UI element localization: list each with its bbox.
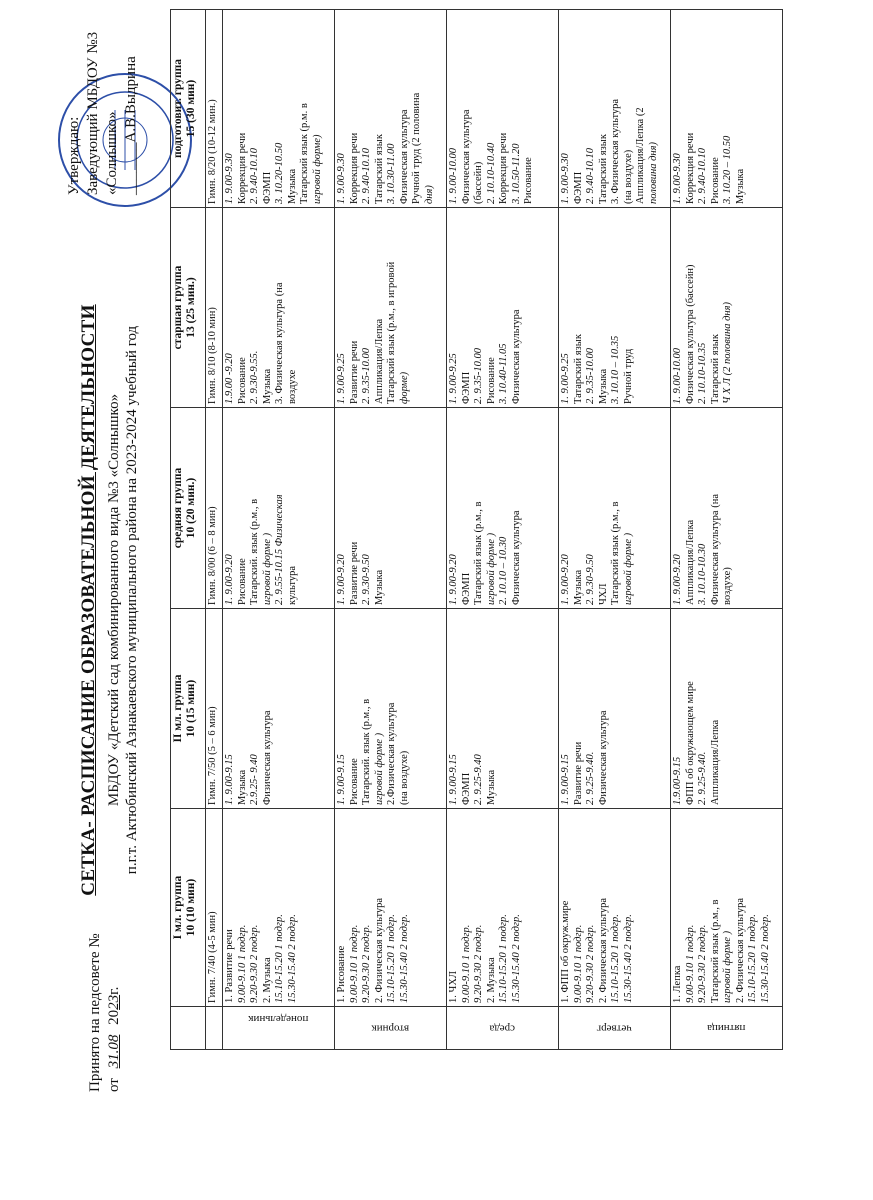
lesson-cell xyxy=(447,809,559,1007)
lesson-line: (на воздухе) xyxy=(622,149,634,204)
day-label-cell xyxy=(447,1007,559,1050)
gymnastics-cell: Гимн. 8/20 (10-12 мин.) xyxy=(206,10,223,208)
group-header: II мл. группа 10 (15 мин) xyxy=(171,609,206,809)
accepted-line: Принято на педсовете № xyxy=(87,933,103,1092)
day-label: понедельник xyxy=(247,1013,309,1026)
approved-position: Заведующий МБДОУ №3 xyxy=(85,31,101,195)
lesson-line: 2. 9.35-10.00 xyxy=(473,348,484,404)
lesson-line: Рисование xyxy=(485,357,497,404)
lesson-line: 15.30-15.40 2 подгр. xyxy=(759,914,771,1003)
lesson-line: 15.30-15.40 2 подгр. xyxy=(510,914,522,1003)
lesson-line: дня) xyxy=(423,185,435,204)
lesson-cell xyxy=(447,408,559,609)
day-label: вторник xyxy=(371,1022,409,1035)
lesson-line: Рисование xyxy=(348,758,360,805)
approved-signature: _______А.В.Выдрина xyxy=(123,56,139,195)
lesson-line: 1. 9.00-9.25 xyxy=(560,353,571,404)
lesson-line: (бассейн) xyxy=(473,161,484,204)
day-label-cell xyxy=(559,1007,671,1050)
lesson-cell xyxy=(223,208,335,408)
lesson-line: Татарский. язык (р.м., в xyxy=(249,498,260,605)
group-header: I мл. группа 10 (10 мин) xyxy=(171,809,206,1007)
lesson-line: Ручной труд (2 половина xyxy=(411,92,422,204)
lesson-line: 9.20-9.30 2 подгр. xyxy=(249,924,260,1003)
gymnastics-row xyxy=(206,10,223,1050)
lesson-line: ФЭМП xyxy=(261,171,273,204)
approved-title: Утверждаю: xyxy=(66,116,82,195)
day-row xyxy=(559,10,671,1050)
lesson-cell xyxy=(447,10,559,208)
lesson-line: 15.10-15.20 1 подгр. xyxy=(386,914,397,1003)
lesson-line: ФЭМП xyxy=(460,371,472,404)
lesson-cell xyxy=(335,809,447,1007)
lesson-line: 2. 9.35-10.00 xyxy=(585,348,596,404)
day-row xyxy=(223,10,335,1050)
lesson-line: Коррекция речи xyxy=(348,132,360,204)
lesson-line: 9.00-9.10 1 подгр. xyxy=(460,924,472,1003)
lesson-line: (на воздухе) xyxy=(398,750,410,805)
day-label: четверг xyxy=(596,1022,632,1035)
lesson-line: форме) xyxy=(398,371,410,404)
lesson-line: Татарский язык (р.м. в xyxy=(299,103,310,204)
lesson-line: Татарский язык (р.м., в xyxy=(709,899,721,1003)
lesson-line: 2. Музыка xyxy=(485,957,497,1003)
gymnastics-cell: Гимн. 7/40 (4-5 мин) xyxy=(206,809,223,1007)
lesson-line: Татарский язык xyxy=(373,134,385,204)
lesson-line: 2.Физическая культура xyxy=(386,702,397,805)
lesson-cell xyxy=(671,10,783,208)
day-row xyxy=(671,10,783,1050)
lesson-cell xyxy=(559,408,671,609)
lesson-line: 1. 9.00-10.00 xyxy=(448,148,459,204)
lesson-line: Музыка xyxy=(485,769,497,805)
lesson-cell xyxy=(671,408,783,609)
lesson-line: 3. Физическая культура (на xyxy=(274,282,285,404)
lesson-cell xyxy=(559,208,671,408)
lesson-line: Аппликация/Лепка (2 xyxy=(635,107,646,204)
lesson-cell xyxy=(559,609,671,809)
lesson-line: Рисование xyxy=(236,357,248,404)
lesson-line: 2. 9.40-10.10 xyxy=(249,148,260,204)
lesson-line: 3. 10.40-11.05 xyxy=(498,343,509,404)
lesson-line: Физическая культура xyxy=(597,710,609,805)
lesson-line: ФЭМП xyxy=(572,171,584,204)
lesson-line: Развитие речи xyxy=(348,340,360,404)
lesson-line: Развитие речи xyxy=(348,541,360,605)
lesson-line: Музыка xyxy=(373,569,385,605)
lesson-cell xyxy=(335,408,447,609)
region-line: п.г.т. Актюбинский Азнакаевского муниципального района на 2023-2024 учебный год xyxy=(124,325,140,875)
organization-name: МБДОУ «Детский сад комбинированного вида №3 «Солнышко» xyxy=(106,393,122,807)
lesson-line: 2. 9.40-10.10 xyxy=(585,148,596,204)
corner-cell xyxy=(171,1007,206,1050)
lesson-line: 15.10-15.20 1 подгр. xyxy=(610,914,621,1003)
lesson-line: Аппликация/Лепка xyxy=(373,318,385,404)
lesson-line: Ручной труд xyxy=(622,348,634,404)
lesson-cell xyxy=(335,10,447,208)
lesson-line: 2. 9.30-9.50 xyxy=(585,554,596,605)
lesson-line: 1. 9.00-9.20 xyxy=(672,554,683,605)
lesson-line: Физическая культура xyxy=(261,710,273,805)
lesson-cell xyxy=(671,208,783,408)
lesson-cell xyxy=(447,208,559,408)
lesson-line: 2. 9.35-10.00 xyxy=(361,348,372,404)
lesson-line: Татарский язык (р.м., в xyxy=(473,501,484,605)
lesson-cell xyxy=(223,408,335,609)
lesson-line: 15.30-15.40 2 подгр. xyxy=(622,914,634,1003)
lesson-line: игровой форме ) xyxy=(261,532,273,605)
lesson-line: ЧХЛ xyxy=(597,583,609,605)
lesson-line: Рисование xyxy=(523,157,534,204)
lesson-line: Татарский. язык (р.м., в xyxy=(361,698,372,805)
lesson-line: 2. 9.30-9.55. xyxy=(249,350,260,404)
lesson-line: 2.9.25- 9.40 xyxy=(249,754,260,805)
lesson-line: 15.30-15.40 2 подгр. xyxy=(398,914,410,1003)
day-label: пятница xyxy=(706,1022,746,1035)
lesson-line: 2. 10.10-10.35 xyxy=(697,342,708,404)
document-title: СЕТКА- РАСПИСАНИЕ ОБРАЗОВАТЕЛЬНОЙ ДЕЯТЕЛЬНОСТИ xyxy=(78,304,99,896)
lesson-line: 1. ЧХЛ xyxy=(448,970,459,1003)
lesson-line: 2. 9.40-10.10 xyxy=(361,148,372,204)
lesson-line: Физическая культура xyxy=(510,309,522,404)
lesson-line: 2. 9.25-9.40. xyxy=(585,751,596,805)
day-row xyxy=(335,10,447,1050)
lesson-line: 2. 9.25-9.40. xyxy=(697,751,708,805)
lesson-line: воздухе) xyxy=(722,567,733,605)
lesson-line: 1. 9.00-10.00 xyxy=(672,348,683,404)
lesson-line: 1. Лепка xyxy=(672,965,683,1003)
lesson-line: 9.20-9.30 2 подгр. xyxy=(697,924,708,1003)
gymnastics-cell: Гимн. 7/50 (5 – 6 мин) xyxy=(206,609,223,809)
day-label-cell xyxy=(223,1007,335,1050)
day-label-cell xyxy=(335,1007,447,1050)
gymnastics-cell: Гимн. 8/00 (6 – 8 мин) xyxy=(206,408,223,609)
lesson-line: Музыка xyxy=(572,569,584,605)
group-header-row xyxy=(171,10,206,1050)
lesson-line: 9.00-9.10 1 подгр. xyxy=(684,924,696,1003)
group-header: старшая группа 13 (25 мин.) xyxy=(171,208,206,408)
lesson-line: 1. 9.00-9.15 xyxy=(224,754,235,805)
lesson-line: 9.00-9.10 1 подгр. xyxy=(572,924,584,1003)
lesson-line: 1. 9.00-9.30 xyxy=(672,153,683,204)
lesson-line: Татарский язык xyxy=(597,134,609,204)
lesson-line: 2. Физическая культура xyxy=(597,897,609,1003)
day-row xyxy=(447,10,559,1050)
lesson-line: Физическая культура (на xyxy=(709,494,721,605)
lesson-line: 1. 9.00-9.15 xyxy=(560,754,571,805)
lesson-cell xyxy=(223,609,335,809)
lesson-line: 9.00-9.10 1 подгр. xyxy=(348,924,360,1003)
group-header: подготовит. группа 15 (30 мин) xyxy=(171,10,206,208)
lesson-line: Физическая культура xyxy=(460,109,472,204)
lesson-line: 2. Музыка xyxy=(261,957,273,1003)
lesson-line: Физическая культура xyxy=(398,109,410,204)
lesson-line: Музыка xyxy=(597,368,609,404)
lesson-line: половина дня) xyxy=(647,142,659,204)
lesson-line: ФЭМП xyxy=(460,572,472,605)
lesson-line: 1. 9.00-9.20 xyxy=(448,554,459,605)
lesson-line: 1. 9.00-9.30 xyxy=(336,153,347,204)
lesson-line: Татарский язык (р.м., в xyxy=(610,501,621,605)
lesson-line: 3. 10.30-11.00 xyxy=(386,143,397,204)
lesson-line: 1. 9.00-9.30 xyxy=(224,153,235,204)
lesson-line: 2. 10.10-10.40 xyxy=(485,142,497,204)
day-label-cell xyxy=(671,1007,783,1050)
lesson-line: 1. 9.00-9.25 xyxy=(448,353,459,404)
lesson-line: 1. 9.00-9.20 xyxy=(224,554,235,605)
lesson-line: 1. 9.00-9.20 xyxy=(336,554,347,605)
lesson-line: культура xyxy=(286,566,298,605)
lesson-line: игровой форме ) xyxy=(485,532,497,605)
lesson-line: Татарский язык (р.м., в игровой xyxy=(386,261,397,404)
lesson-line: 1.9.00 -9.20 xyxy=(224,353,235,404)
lesson-line: 2. Физическая культура xyxy=(373,897,385,1003)
lesson-line: 2. 9.40-10.10 xyxy=(697,148,708,204)
schedule-table xyxy=(170,9,783,1050)
lesson-line: игровой форме ) xyxy=(722,930,733,1003)
lesson-line: Физическая культура xyxy=(510,510,522,605)
lesson-line: Татарский язык xyxy=(572,334,584,404)
lesson-line: Коррекция речи xyxy=(236,132,248,204)
lesson-line: 2. Физическая культура xyxy=(734,897,746,1003)
lesson-line: 2. 9.55-10.15 Физическая xyxy=(274,494,285,605)
lesson-line: игровой форме ) xyxy=(373,732,385,805)
lesson-line: игровой форме) xyxy=(311,134,323,204)
lesson-line: 1. 9.00-9.20 xyxy=(560,554,571,605)
lesson-line: 1. 9.00-9.25 xyxy=(336,353,347,404)
lesson-line: 2. 10.10 – 10.30 xyxy=(498,536,509,605)
approved-org: «Солнышко» xyxy=(104,111,120,195)
lesson-line: Музыка xyxy=(261,368,273,404)
lesson-line: 3. 10.20-10.50 xyxy=(274,142,285,204)
lesson-line: 3. 10.20 – 10.50 xyxy=(722,135,733,204)
lesson-line: Музыка xyxy=(734,168,746,204)
lesson-line: Рисование xyxy=(709,157,721,204)
lesson-line: 3. 10.50-11.20 xyxy=(510,143,522,204)
lesson-line: 9.20-9.30 2 подгр. xyxy=(585,924,596,1003)
lesson-line: 1. 9.00-9.15 xyxy=(336,754,347,805)
accepted-date: от 31.08 2023г. xyxy=(106,986,122,1092)
lesson-line: 1. 9.00-9.15 xyxy=(448,754,459,805)
lesson-line: ФПП об окружающем мире xyxy=(684,681,696,805)
gymnastics-cell: Гимн. 8/10 (8-10 мин) xyxy=(206,208,223,408)
lesson-line: 1. Рисование xyxy=(336,945,347,1003)
lesson-line: Коррекция речи xyxy=(684,132,696,204)
lesson-line: Аппликация/Лепка xyxy=(684,519,696,605)
lesson-line: 1. Развитие речи xyxy=(224,929,235,1003)
lesson-line: 1. ФПП об окруж.мире xyxy=(560,900,571,1003)
lesson-line: 3. Физическая культура xyxy=(610,98,621,204)
lesson-line: 15.10-15.20 1 подгр. xyxy=(747,914,758,1003)
lesson-line: Развитие речи xyxy=(572,741,584,805)
lesson-line: 9.20-9.30 2 подгр. xyxy=(473,924,484,1003)
lesson-cell xyxy=(447,609,559,809)
group-header: средняя группа 10 (20 мин.) xyxy=(171,408,206,609)
lesson-line: 3. 10.10-10.30 xyxy=(697,543,708,605)
lesson-cell xyxy=(559,809,671,1007)
lesson-line: воздухе xyxy=(286,369,298,404)
lesson-line: Аппликация/Лепка xyxy=(709,719,721,805)
lesson-line: Музыка xyxy=(236,769,248,805)
schedule-body xyxy=(223,10,783,1050)
lesson-line: 2. 9.25-9.40 xyxy=(473,754,484,805)
lesson-line: Рисование xyxy=(236,558,248,605)
lesson-line: 3. 10.10 – 10.35 xyxy=(610,335,621,404)
lesson-cell xyxy=(671,809,783,1007)
lesson-line: 9.00-9.10 1 подгр. xyxy=(236,924,248,1003)
lesson-cell xyxy=(335,609,447,809)
lesson-line: Татарский язык xyxy=(709,334,721,404)
lesson-cell xyxy=(559,10,671,208)
lesson-line: 1. 9.00-9.30 xyxy=(560,153,571,204)
lesson-line: 2. 9.30-9.50 xyxy=(361,554,372,605)
lesson-line: 9.20-9.30 2 подгр. xyxy=(361,924,372,1003)
lesson-line: игровой форме ) xyxy=(622,532,634,605)
lesson-line: 15.10-15.20 1 подгр. xyxy=(274,914,285,1003)
lesson-line: 15.30-15.40 2 подгр. xyxy=(286,914,298,1003)
day-label: среда xyxy=(489,1022,515,1035)
lesson-cell xyxy=(671,609,783,809)
lesson-cell xyxy=(223,809,335,1007)
lesson-line: 1.9.00-9.15 xyxy=(672,756,683,805)
lesson-cell xyxy=(223,10,335,208)
lesson-line: Коррекция речи xyxy=(498,132,509,204)
lesson-line: Музыка xyxy=(286,168,298,204)
lesson-line: 15.10-15.20 1 подгр. xyxy=(498,914,509,1003)
lesson-line: Ч Х Л (2 половина дня) xyxy=(722,302,733,404)
lesson-line: ФЭМП xyxy=(460,772,472,805)
lesson-line: Физическая культура (бассейн) xyxy=(684,264,696,404)
lesson-cell xyxy=(335,208,447,408)
